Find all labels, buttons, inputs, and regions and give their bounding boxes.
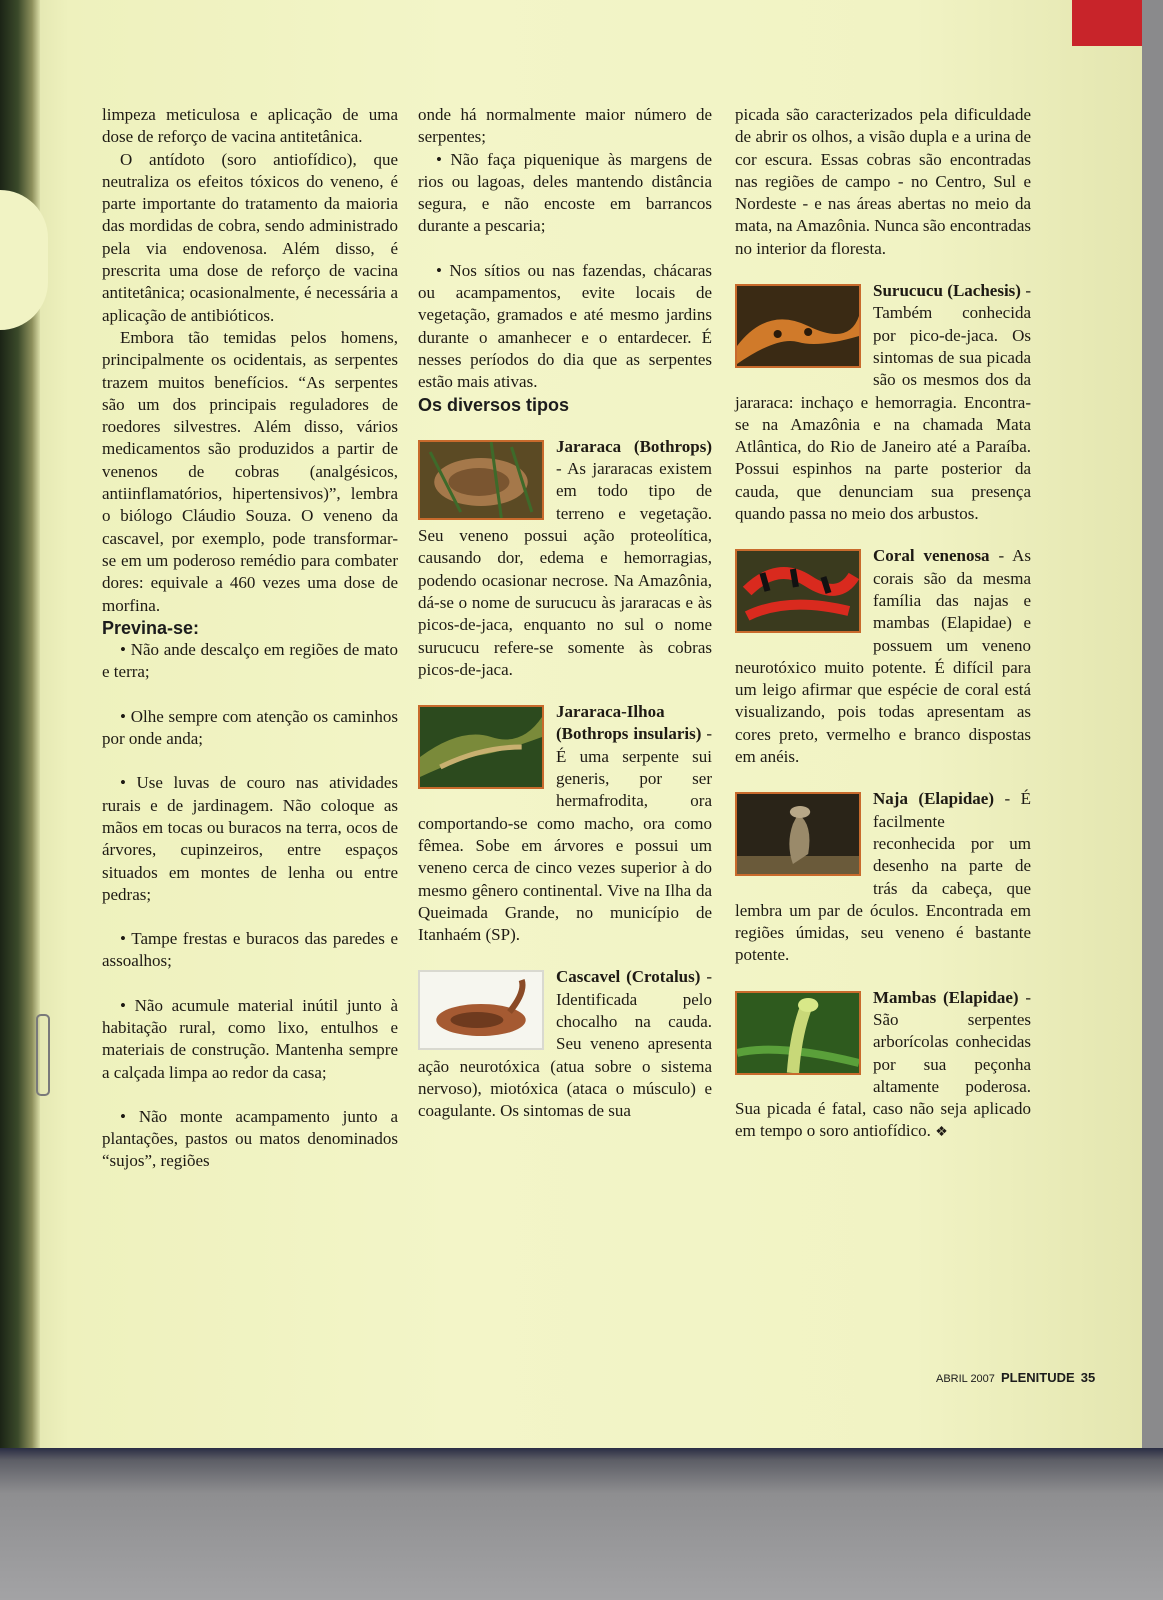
snake-description: - As jararacas existem em todo tipo de terreno e vegetação. Seu veneno possui ação proteolítica, causando dor, edema e hemorragias, podendo ocasionar necrose. Na Amazônia, dá-se o nome de surucucu às jararacas e às picos-de-jaca, enquanto no sul o nome surucucu refere-se somente às cobras picos-de-jaca. xyxy=(418,459,712,679)
staple-clip xyxy=(36,1014,50,1096)
tip-item: • Não ande descalço em regiões de mato e terra; xyxy=(102,640,398,682)
snake-description: - É facilmente reconhecida por um desenho na parte de trás da cabeça, que lembra um par de óculos. Encontrada em regiões úmidas, seu veneno é bastante potente. xyxy=(735,789,1031,965)
section-heading-tipos: Os diversos tipos xyxy=(418,394,570,415)
paragraph: O antídoto (soro antiofídico), que neutraliza os efeitos tóxicos do veneno, é parte importante do tratamento da maioria das mordidas de cobra, sendo administrado pela via endovenosa. Além disso, é prescrita uma dose de reforço de vacina antitetânica; ocasionalmente, é necessária a aplicação de antibióticos. xyxy=(102,149,398,325)
snake-name: Jararaca (Bothrops) xyxy=(556,436,712,456)
tip-item: • Nos sítios ou nas fazendas, chácaras ou acampamentos, evite locais de vegetação, gramados e até mesmo jardins durante o amanhecer e o entardecer. É nesses períodos do dia que as serpentes estão mais ativas. xyxy=(418,260,712,392)
snake-description: - É uma serpente sui generis, por ser hermafrodita, ora comportando-se como macho, ora como fêmea. Sobe em árvores e possui um veneno cerca de cinco vezes superior à do mesmo gênero continental. Vive na Ilha da Queimada Grande, no município de Itanhaém (SP). xyxy=(418,724,712,945)
snake-name: Mambas (Elapidae) xyxy=(873,987,1019,1007)
snake-description: - São serpentes arborícolas conhecidas por sua peçonha altamente poderosa. Sua picada é fatal, caso não seja aplicado em tempo o soro antiofídico. xyxy=(735,987,1031,1141)
page-number: 35 xyxy=(1080,1370,1096,1385)
paragraph: limpeza meticulosa e aplicação de uma dose de reforço de vacina antitetânica. xyxy=(102,105,398,147)
snake-entry-jararaca xyxy=(418,436,712,681)
paragraph: onde há normalmente maior número de serpentes; xyxy=(418,105,712,147)
scan-background xyxy=(0,1448,1163,1600)
snake-entry-surucucu xyxy=(735,280,1031,525)
snake-entry-jararaca-ilhoa xyxy=(418,701,712,946)
page-footer xyxy=(936,1370,1095,1385)
tip-item: • Não monte acampamento junto a plantações, pastos ou matos denominados “sujos”, regiões xyxy=(102,1106,398,1171)
tip-item: • Não acumule material inútil junto à habitação rural, como lixo, entulhos e materiais de construção. Mantenha sempre a calçada limpa ao redor da casa; xyxy=(102,995,398,1082)
column-1 xyxy=(102,104,398,1173)
tip-item: • Use luvas de couro nas atividades rurais e de jardinagem. Não coloque as mãos em tocas ou buracos na terra, ocos de árvores, cupinzeiros, entre espaços situados em montes de lenha ou entre pedras; xyxy=(102,773,398,904)
coral-photo xyxy=(735,549,861,633)
surucucu-photo xyxy=(735,284,861,368)
mamba-photo xyxy=(735,991,861,1075)
spine-photo-edge xyxy=(0,190,48,330)
snake-description: - As corais são da mesma família das najas e mambas (Elapidae) e possuem um veneno neurotóxico muito potente. É difícil para um leigo afirmar que espécie de coral está visualizando, pois todas apresentam as cores preto, vermelho e branco dispostas em anéis. xyxy=(735,546,1031,767)
snake-name: Surucucu (Lachesis) xyxy=(873,281,1021,301)
issue-date: ABRIL 2007 xyxy=(936,1373,995,1385)
column-2 xyxy=(418,104,712,1122)
snake-description: - Identificada pelo chocalho na cauda. Seu veneno apresenta ação neurotóxica (atua sobre o sistema nervoso), miotóxica (ataca o músculo) e coagulante. Os sintomas de sua xyxy=(418,967,712,1121)
snake-name: Jararaca-Ilhoa (Bothrops insularis) xyxy=(556,702,702,744)
jararaca-ilhoa-photo xyxy=(418,705,544,789)
snake-name: Cascavel (Crotalus) xyxy=(556,967,701,987)
corner-color-tab xyxy=(1072,0,1142,46)
snake-description: - Também conhecida por pico-de-jaca. Os sintomas de sua picada são os mesmos dos da jararaca: inchaço e hemorragia. Encontra-se na Amazônia e na chamada Mata Atlântica, do Rio de Janeiro até a Paraíba. Possui espinhos na parte posterior da cauda, que denunciam sua presença quando passa no meio dos arbustos. xyxy=(735,281,1031,524)
paragraph: picada são caracterizados pela dificuldade de abrir os olhos, a visão dupla e a urina de cor escura. Essas cobras são encontradas nas regiões de campo - no Centro, Sul e Nordeste - e nas áreas abertas no meio da mata, na Amazônia. Nunca são encontradas no interior da floresta. xyxy=(735,105,1031,258)
snake-name: Naja (Elapidae) xyxy=(873,789,994,809)
snake-entry-mambas xyxy=(735,987,1031,1145)
jararaca-photo xyxy=(418,440,544,520)
tip-item: • Olhe sempre com atenção os caminhos por onde anda; xyxy=(102,706,398,749)
end-mark-icon: ❖ xyxy=(935,1125,948,1141)
section-heading-previna: Previna-se: xyxy=(102,617,200,638)
column-3 xyxy=(735,104,1031,1145)
paragraph: Embora tão temidas pelos homens, principalmente os ocidentais, as serpentes trazem muitos benefícios. “As serpentes são um dos principais reguladores de roedores silvestres. Além disso, vários medicamentos são produzidos a partir de venenos de cobras (analgésicos, antiinflamatórios, hipertensivos)”, lembra o biólogo Cláudio Souza. O veneno da cascavel, por exemplo, pode transformar-se em um poderoso remédio para combater dores: equivale a 460 vezes uma dose de morfina. xyxy=(102,327,398,615)
tip-item: • Tampe frestas e buracos das paredes e assoalhos; xyxy=(102,929,398,971)
snake-entry-cascavel xyxy=(418,966,712,1122)
tip-item: • Não faça piquenique às margens de rios ou lagoas, deles mantendo distância segura, e não encoste em barrancos durante a pescaria; xyxy=(418,149,712,236)
snake-entry-coral xyxy=(735,545,1031,768)
cascavel-photo xyxy=(418,970,544,1050)
naja-photo xyxy=(735,792,861,876)
snake-name: Coral venenosa xyxy=(873,546,990,566)
magazine-name: PLENITUDE xyxy=(1000,1370,1075,1385)
snake-entry-naja xyxy=(735,788,1031,966)
